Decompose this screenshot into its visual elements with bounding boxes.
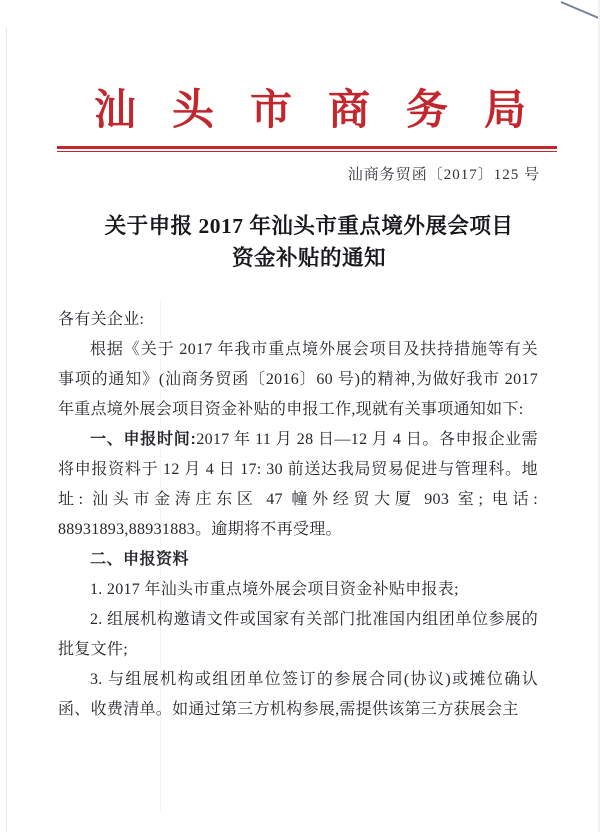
agency-name: 汕头市商务局 — [93, 88, 562, 134]
section-2-item-2: 2. 组展机构邀请文件或国家有关部门批准国内组团单位参展的批复文件; — [58, 611, 538, 659]
scan-corner-artifact — [561, 1, 600, 22]
scan-fold-line — [160, 300, 161, 812]
section-1-text: 2017 年 11 月 28 日—12 月 4 日。各申报企业需将申报资料于 12 月 4 日 17: 30 前送达我局贸易促进与管理科。地址: 汕头市金涛庄东区 47 幢外经贸大厦 903 室; 电话: 88931893,88931883。逾期将不再受理。 — [58, 431, 538, 539]
letterhead — [0, 84, 600, 185]
notice-title-line-2: 资金补贴的通知 — [231, 246, 386, 271]
section-2-item-3: 3. 与组展机构或组团单位签订的参展合同(协议)或摊位确认函、收费清单。如通过第三方机构参展,需提供该第三方获展会主 — [58, 671, 538, 719]
section-1-label: 一、申报时间: — [90, 431, 197, 449]
divider-bottom-line — [57, 151, 557, 153]
section-1-paragraph — [58, 425, 538, 545]
notice-title-line-1: 关于申报 2017 年汕头市重点境外展会项目 — [104, 214, 514, 239]
document-number: 汕商务贸函〔2017〕125 号 — [347, 167, 540, 184]
scan-edge-left — [6, 28, 7, 832]
letterhead-divider — [57, 146, 557, 152]
salutation: 各有关企业: — [58, 311, 145, 329]
notice-title — [9, 210, 600, 274]
section-2-label: 二、申报资料 — [90, 551, 190, 569]
notice-body — [58, 305, 538, 725]
intro-paragraph: 根据《关于 2017 年我市重点境外展会项目及扶持措施等有关事项的通知》(汕商务贸函〔2016〕60 号)的精神,为做好我市 2017 年重点境外展会项目资金补贴的申报工作,现就有关事项通知如下: — [58, 341, 538, 419]
section-2-item-1: 1. 2017 年汕头市重点境外展会项目资金补贴申报表; — [90, 581, 459, 599]
